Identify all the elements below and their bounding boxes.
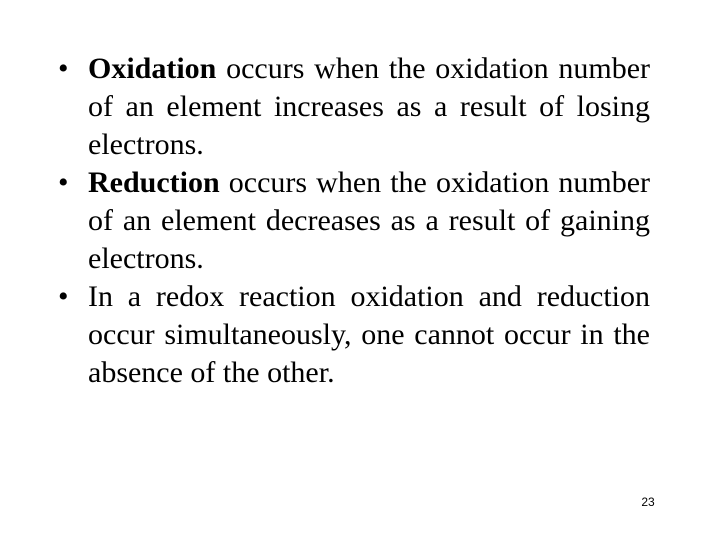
term-reduction: Reduction (88, 166, 220, 199)
term-oxidation: Oxidation (88, 52, 217, 85)
bullet-item-reduction (58, 164, 650, 278)
bullet-item-oxidation (58, 50, 650, 164)
bullet-text-oxidation: occurs when the oxidation number of an element increases as a result of losing electrons. (88, 52, 650, 161)
bullet-list (58, 50, 650, 392)
bullet-text-redox: In a redox reaction oxidation and reduction occur simultaneously, one cannot occur in the absence of the other. (88, 280, 650, 389)
bullet-marker: • (58, 166, 69, 199)
page-number: 23 (641, 495, 655, 509)
bullet-text-reduction: occurs when the oxidation number of an element decreases as a result of gaining electrons. (88, 166, 650, 275)
bullet-marker: • (58, 52, 69, 85)
bullet-item-redox (58, 278, 650, 392)
bullet-marker: • (58, 280, 69, 313)
